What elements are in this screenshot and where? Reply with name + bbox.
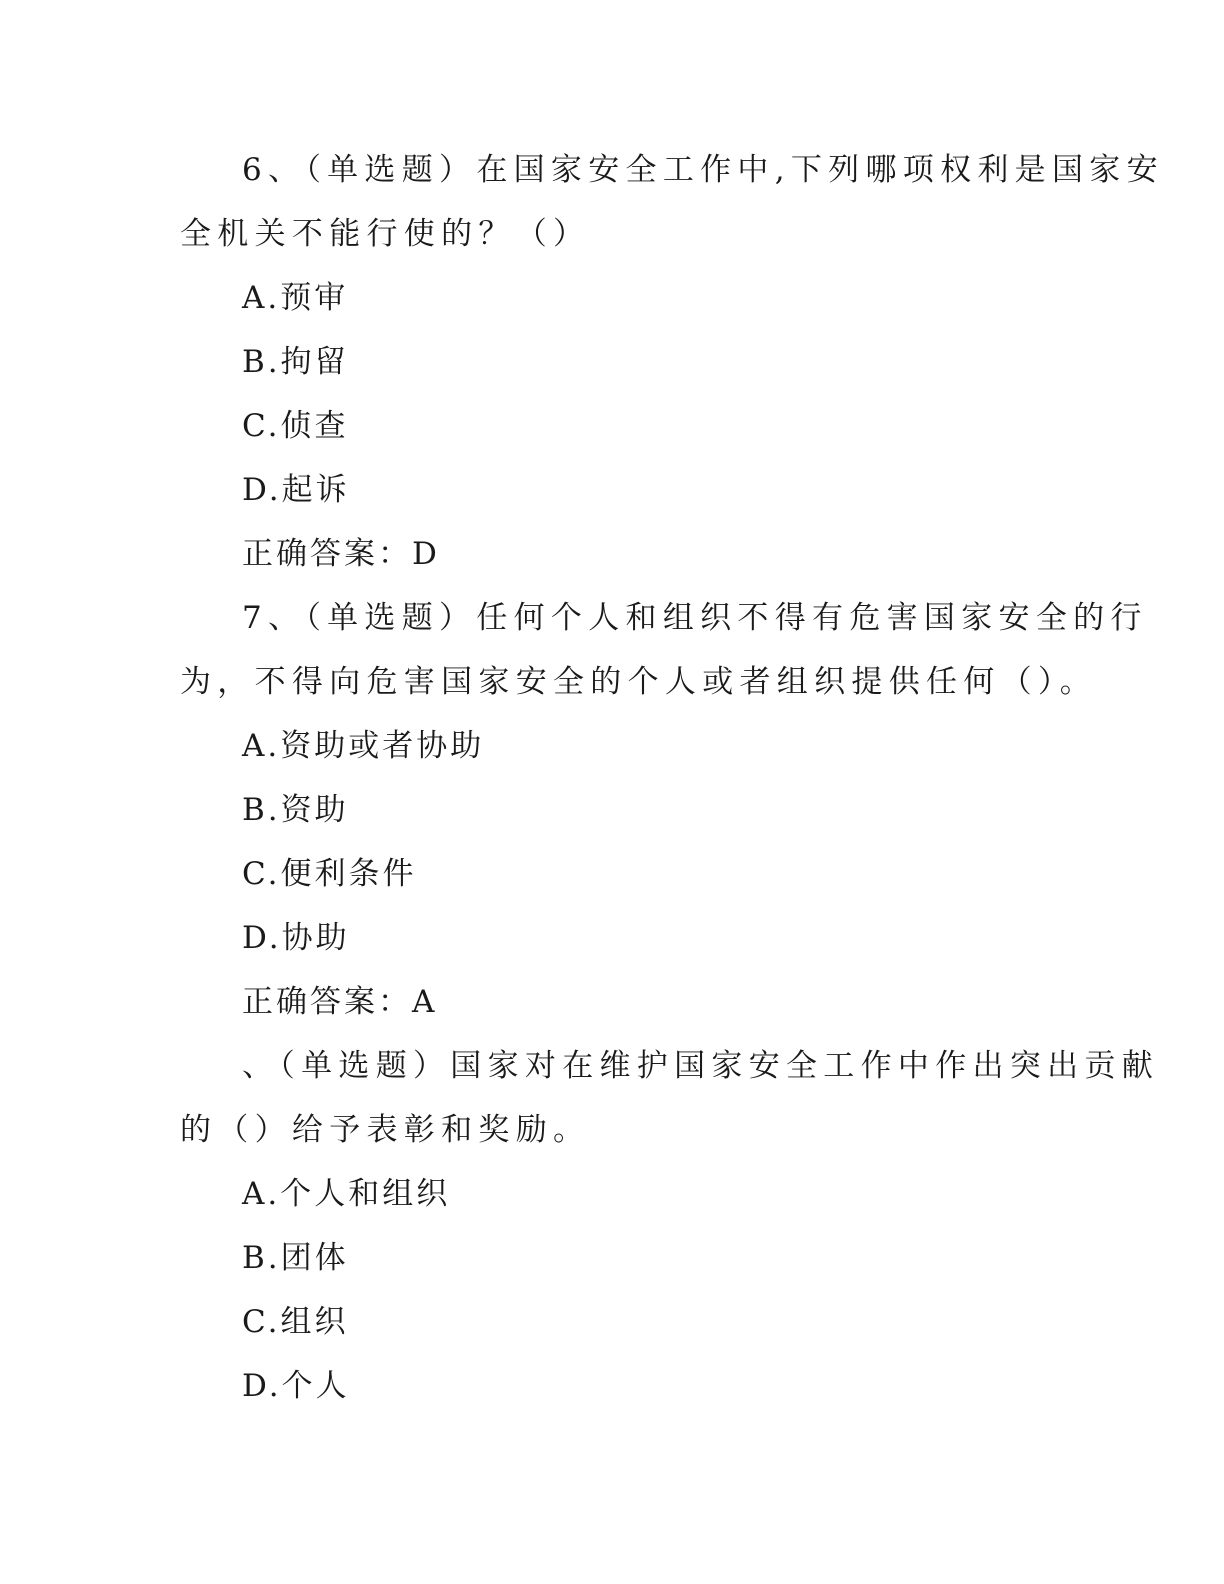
question-6-answer: 正确答案：D [242, 536, 440, 572]
question-8-option-a: A.个人和组织 [242, 1176, 451, 1212]
question-7-stem-line-2: 为，不得向危害国家安全的个人或者组织提供任何（）。 [180, 664, 1097, 700]
question-8-stem-line-1: 、（单选题）国家对在维护国家安全工作中作出突出贡献 [242, 1048, 1159, 1084]
question-6-option-b: B.拘留 [242, 344, 349, 380]
question-8-option-d: D.个人 [242, 1368, 350, 1404]
question-7-option-a: A.资助或者协助 [242, 728, 485, 764]
question-6-stem-line-2: 全机关不能行使的？（） [180, 216, 591, 252]
question-7-answer: 正确答案：A [242, 984, 438, 1020]
question-6-option-c: C.侦查 [242, 408, 349, 444]
question-7-option-b: B.资助 [242, 792, 349, 828]
question-7-stem-line-1: 7、（单选题）任何个人和组织不得有危害国家安全的行 [242, 600, 1148, 636]
question-6-stem-line-1: 6、（单选题）在国家安全工作中,下列哪项权利是国家安 [242, 152, 1164, 188]
question-8-option-b: B.团体 [242, 1240, 349, 1276]
question-7-option-d: D.协助 [242, 920, 350, 956]
question-7-option-c: C.便利条件 [242, 856, 417, 892]
question-6-option-a: A.预审 [242, 280, 349, 316]
question-6-option-d: D.起诉 [242, 472, 350, 508]
question-8-stem-line-2: 的（）给予表彰和奖励。 [180, 1112, 591, 1148]
document-page [180, 138, 1164, 1418]
question-8-option-c: C.组织 [242, 1304, 349, 1340]
